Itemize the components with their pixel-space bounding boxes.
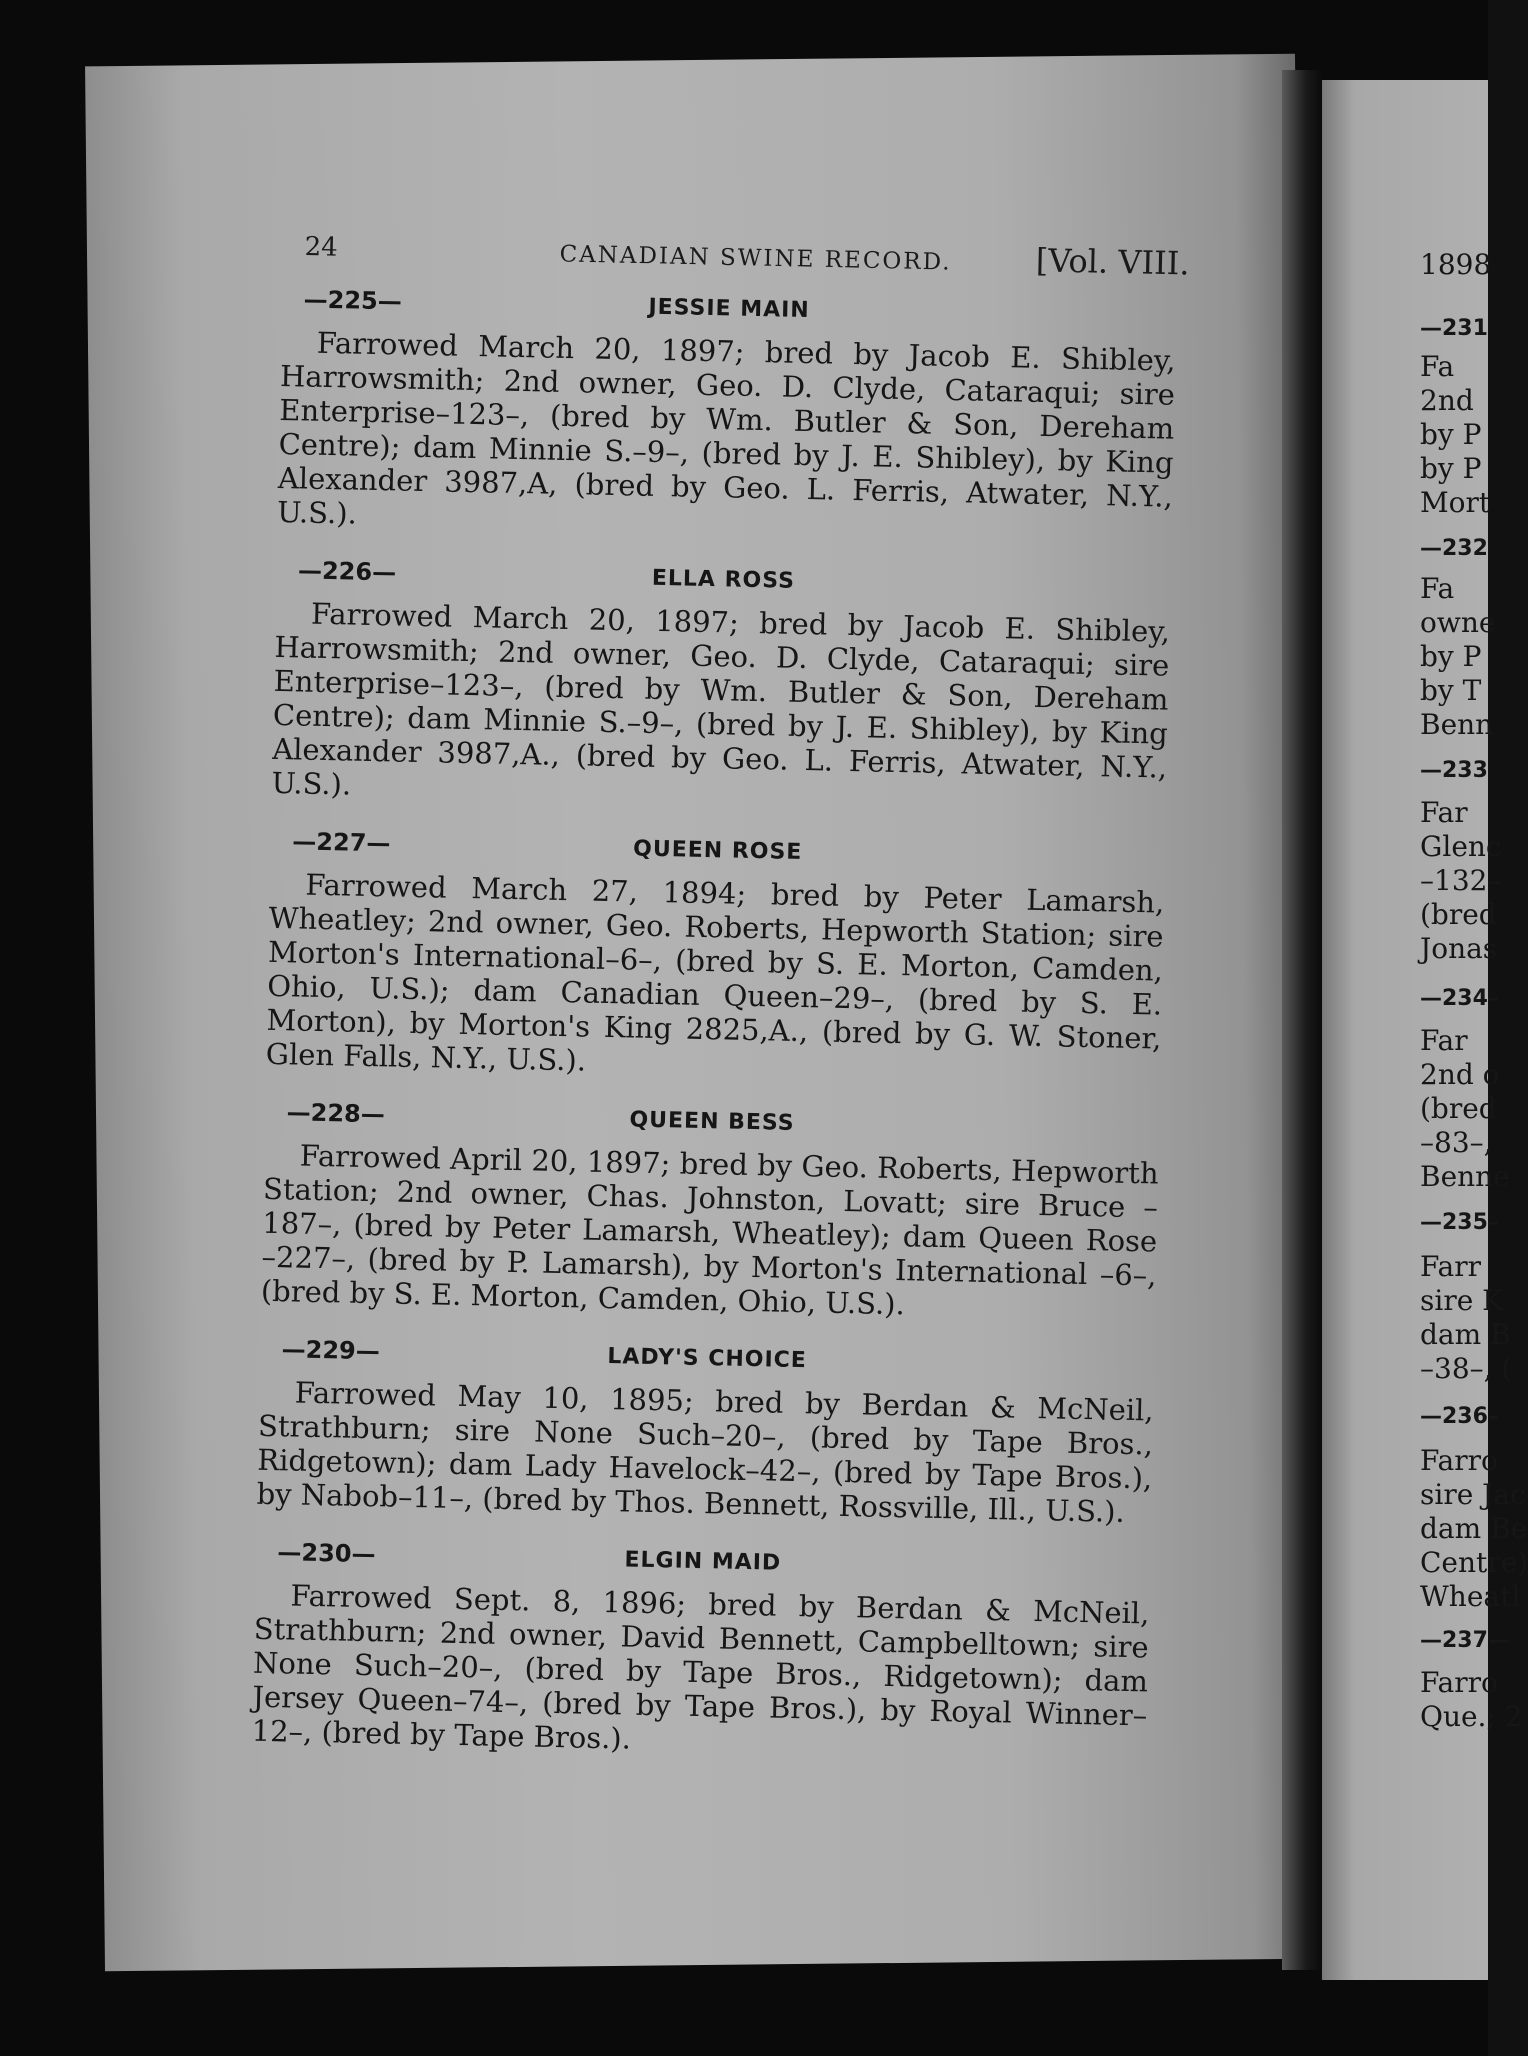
entry-227: [266, 827, 1166, 1090]
volume-label: [Vol. VIII.: [1035, 241, 1190, 283]
entry-text: Farrowed Sept. 8, 1896; bred by Berdan & McNeil, Strathburn; 2nd owner, David Bennett, Campbelltown; sire None Such–20–, (bred by Tape Bros., Ridgetown); dam Jersey Queen–74–, (bred by Tape Bros.), by Royal Winner–12–, (bred by Tape Bros.).: [251, 1578, 1150, 1756]
right-page-line: —235–: [1420, 1210, 1499, 1235]
right-page-line: Far: [1420, 796, 1468, 829]
right-page-line: —231: [1420, 316, 1488, 341]
entry-text: Farrowed March 27, 1894; bred by Peter Lamarsh, Wheatley; 2nd owner, Geo. Roberts, Hepworth Station; sire Morton's International–6–, (bred by S. E. Morton, Camden, Ohio, U.S.); dam Canadian Queen–29–, (bred by S. E. Morton), by Morton's King 2825,A., (bred by G. W. Stoner, Glen Falls, N.Y., U.S.).: [265, 867, 1165, 1078]
entry-229: [256, 1335, 1154, 1530]
entry-text: Farrowed March 20, 1897; bred by Jacob E. Shibley, Harrowsmith; 2nd owner, Geo. D. Clyde, Cataraqui; sire Enterprise–123–, (bred by Wm. Butler & Son, Dereham Centre); dam Minnie S.–9–, (bred by J. E. Shibley), by King Alexander 3987,A., (bred by Geo. L. Ferris, Atwater, N.Y., U.S.).: [271, 596, 1171, 802]
entry-text: Farrowed April 20, 1897; bred by Geo. Roberts, Hepworth Station; 2nd owner, Chas. Johnston, Lovatt; sire Bruce –187–, (bred by Peter Lamarsh, Wheatley); dam Queen Rose –227–, (bred by P. Lamarsh), by Morton's International –6–, (bred by S. E. Morton, Camden, Ohio, U.S.).: [260, 1138, 1159, 1322]
entry-name: QUEEN BESS: [629, 1107, 795, 1136]
entry-number: —229—: [281, 1335, 381, 1366]
right-page-line: by P: [1420, 418, 1482, 451]
right-page-line: Farro: [1420, 1444, 1498, 1477]
entry-225: [277, 285, 1177, 548]
entry-name: QUEEN ROSE: [632, 836, 803, 866]
right-page-line: (bred: [1420, 1092, 1497, 1125]
right-page-line: —233: [1420, 758, 1488, 783]
right-page-line: –38–, (: [1420, 1352, 1513, 1385]
right-page-line: Fa: [1420, 572, 1455, 605]
entry-number: —228—: [286, 1098, 386, 1129]
right-page-line: —237—: [1420, 1628, 1510, 1653]
right-page-line: Que.; 2: [1420, 1700, 1523, 1733]
right-page-line: Glenc: [1420, 830, 1502, 863]
right-page-line: by P: [1420, 452, 1482, 485]
right-page-line: dam B: [1420, 1318, 1511, 1351]
right-page-line: dam Be: [1420, 1512, 1528, 1545]
right-page-line: —234–: [1420, 986, 1499, 1011]
right-page-line: 2nd o: [1420, 1058, 1500, 1091]
entry-name: ELGIN MAID: [624, 1547, 782, 1576]
entry-text: Farrowed May 10, 1895; bred by Berdan & McNeil, Strathburn; sire None Such–20–, (bred by Tape Bros., Ridgetown); dam Lady Havelock–42–, (bred by Tape Bros.), by Nabob–11–, (bred by Thos. Bennett, Rossville, Ill., U.S.).: [256, 1375, 1154, 1529]
right-page-line: Benne: [1420, 1160, 1510, 1193]
entry-text: Farrowed March 20, 1897; bred by Jacob E. Shibley, Harrowsmith; 2nd owner, Geo. D. Clyde, Cataraqui; sire Enterprise–123–, (bred by Wm. Butler & Son, Dereham Centre); dam Minnie S.–9–, (bred by J. E. Shibley), by King Alexander 3987,A, (bred by Geo. L. Ferris, Atwater, N.Y., U.S.).: [276, 325, 1176, 531]
right-page-line: Farr: [1420, 1250, 1481, 1283]
right-page-line: Farro: [1420, 1666, 1498, 1699]
right-page-line: –132–: [1420, 864, 1502, 897]
right-page-line: by T: [1420, 674, 1482, 707]
entry-226: [271, 556, 1171, 819]
right-page-line: —232: [1420, 536, 1488, 561]
right-page-line: by P: [1420, 640, 1482, 673]
entry-number: —225—: [303, 285, 403, 316]
entry-number: —226—: [297, 556, 397, 587]
right-page-line: Fa: [1420, 350, 1455, 383]
right-page-line: owne: [1420, 606, 1496, 639]
book-gutter: [1282, 70, 1322, 1970]
right-page-line: 2nd: [1420, 384, 1474, 417]
entry-number: —230—: [277, 1538, 376, 1569]
entry-name: LADY'S CHOICE: [607, 1344, 808, 1374]
right-page-line: –83–,: [1420, 1126, 1493, 1159]
page-number: 24: [304, 232, 339, 263]
right-page-line: —236–: [1420, 1404, 1499, 1429]
right-page-line: Jonas: [1420, 932, 1498, 965]
entry-name: JESSIE MAIN: [648, 294, 810, 324]
entry-230: [251, 1538, 1150, 1767]
right-page-line: 1898: [1420, 248, 1492, 281]
right-page-line: sire Jac: [1420, 1478, 1526, 1511]
right-page-line: Mort: [1420, 486, 1491, 519]
entry-name: ELLA ROSS: [651, 565, 796, 594]
entries-list: [251, 285, 1177, 1793]
right-page-line: Far: [1420, 1024, 1468, 1057]
right-page-line: Centre): [1420, 1546, 1528, 1579]
right-page-line: Wheatl: [1420, 1580, 1521, 1613]
entry-228: [261, 1098, 1160, 1327]
entry-number: —227—: [292, 827, 391, 858]
right-page-line: Benn: [1420, 708, 1494, 741]
right-page-line: sire K: [1420, 1284, 1504, 1317]
right-page-line: (bred: [1420, 898, 1497, 931]
journal-title: CANADIAN SWINE RECORD.: [559, 241, 952, 276]
